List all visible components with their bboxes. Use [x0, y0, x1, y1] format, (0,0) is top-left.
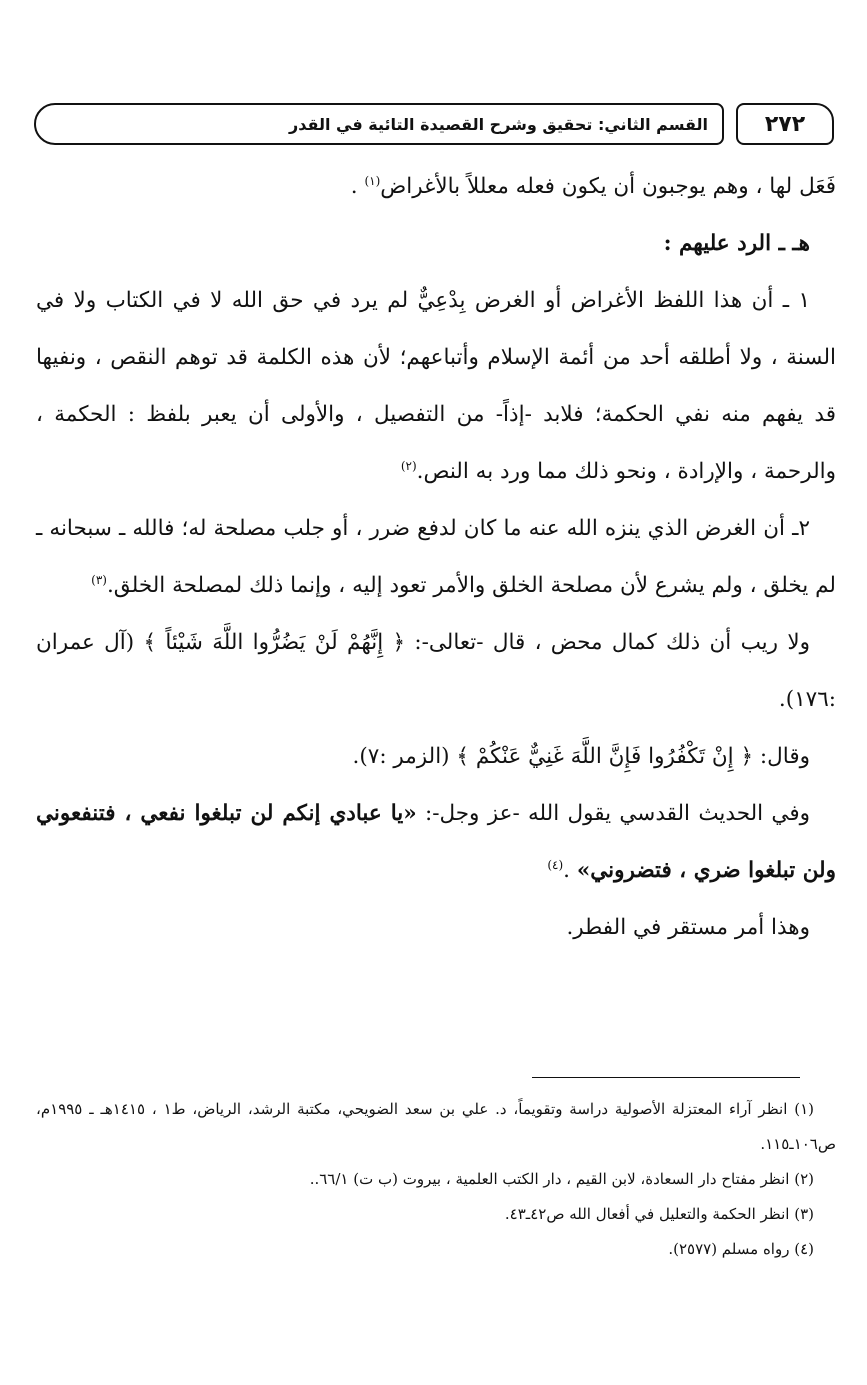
footnote-2: (٢) انظر مفتاح دار السعادة، لابن القيم ، دار الكتب العلمية ، بيروت (ب ت) ٦٦/١.. [309, 1170, 814, 1188]
paragraph-6-intro: وفي الحديث القدسي يقول الله -عز وجل-: [416, 801, 810, 826]
header-title: القسم الثاني: تحقيق وشرح القصيدة التائية في القدر [288, 114, 708, 134]
header-title-frame [34, 103, 724, 145]
footnote-ref-4: (٤) [547, 857, 564, 872]
footnote-1: (١) انظر آراء المعتزلة الأصولية دراسة وتقويماً، د. علي بن سعد الضويحي، مكتبة الرشد، الرياض، ط١ ، ١٤١٥هـ ـ ١٩٩٥م، ص١٠٦ـ١١٥. [36, 1100, 836, 1153]
running-header [34, 103, 834, 149]
footnote-4: (٤) رواه مسلم (٢٥٧٧). [668, 1240, 814, 1258]
hadith-quote: «يا عبادي إنكم لن تبلغوا نفعي ، فتنفعوني ولن تبلغوا ضري ، فتضروني» [36, 801, 836, 883]
page-number: ٢٧٢ [764, 111, 806, 137]
footnote-ref-2: (٢) [400, 458, 417, 473]
footnote-3: (٣) انظر الحكمة والتعليل في أفعال الله ص٤٢ـ٤٣. [504, 1205, 814, 1223]
paragraph-1-text: فَعَل لها ، وهم يوجبون أن يكون فعله معللاً بالأغراض [380, 174, 836, 199]
paragraph-3 [36, 500, 836, 614]
paragraph-6-end: . [563, 858, 577, 883]
footnote-separator [532, 1077, 800, 1078]
footnotes [36, 1092, 836, 1267]
paragraph-1 [36, 158, 836, 215]
footnote-ref-1: (١) [364, 173, 381, 188]
paragraph-2-text: ١ ـ أن هذا اللفظ الأغراض أو الغرض بِدْعِيٌّ لم يرد في حق الله لا في الكتاب ولا في السنة ، ولا أطلقه أحد من أئمة الإسلام وأتباعهم؛ لأن هذه الكلمة قد توهم النقص ، ونفيها قد يفهم منه نفي الحكمة؛ فلابد -إذاً- من التفصيل ، والأولى أن يعبر بلفظ : الحكمة ، والرحمة ، والإرادة ، ونحو ذلك مما ورد به النص. [36, 288, 836, 484]
paragraph-2 [36, 272, 836, 500]
paragraph-6 [36, 785, 836, 899]
paragraph-3-text: ٢ـ أن الغرض الذي ينزه الله عنه ما كان لدفع ضرر ، أو جلب مصلحة له؛ فالله ـ سبحانه ـ لم يخلق ، ولم يشرع لأن مصلحة الخلق والأمر تعود إليه ، وإنما ذلك لمصلحة الخلق. [36, 516, 836, 598]
page-number-frame [736, 103, 834, 145]
paragraph-5: وقال: ﴿ إِنْ تَكْفُرُوا فَإِنَّ اللَّهَ غَنِيٌّ عَنْكُمْ ﴾ (الزمر :٧). [352, 744, 810, 769]
section-heading: هـ ـ الرد عليهم : [663, 231, 810, 256]
footnote-ref-3: (٣) [91, 572, 107, 587]
paragraph-4: ولا ريب أن ذلك كمال محض ، قال -تعالى-: ﴿ إِنَّهُمْ لَنْ يَضُرُّوا اللَّهَ شَيْئاً ﴾ (آل عمران :١٧٦). [36, 630, 836, 712]
paragraph-7: وهذا أمر مستقر في الفطر. [566, 915, 810, 940]
paragraph-1-end: . [350, 174, 365, 199]
main-text [36, 158, 836, 956]
